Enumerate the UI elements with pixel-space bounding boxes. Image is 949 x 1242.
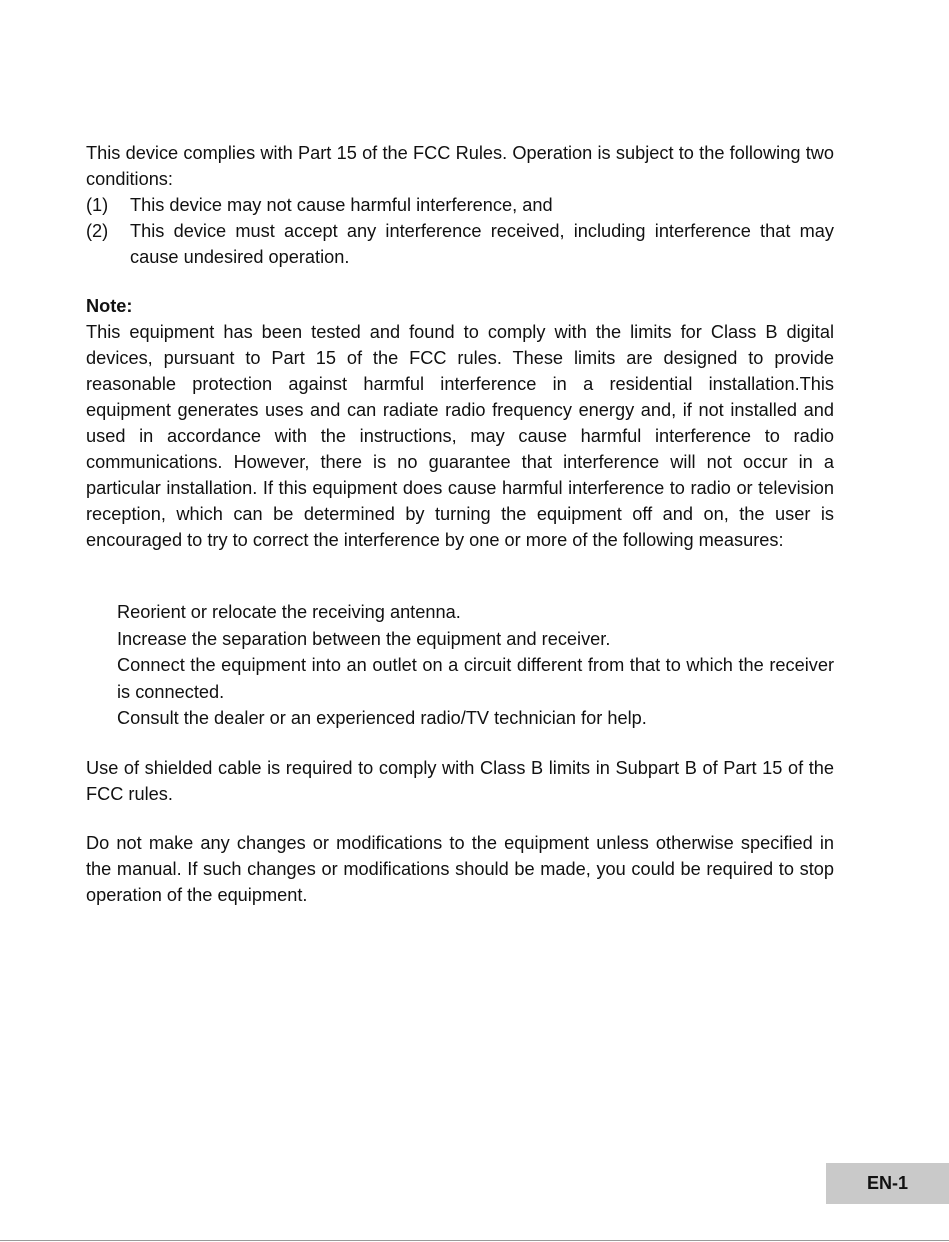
measure-item: Increase the separation between the equipment and receiver. [117, 628, 611, 649]
condition-number: (1) [86, 195, 109, 215]
page-number-label: EN-1 [866, 1173, 908, 1193]
condition-item [86, 192, 834, 218]
shielded-cable-paragraph: Use of shielded cable is required to comply with Class B limits in Subpart B of Part 15 of the FCC rules. [86, 757, 834, 804]
condition-item [86, 218, 834, 270]
measure-item: Consult the dealer or an experienced radio/TV technician for help. [117, 708, 647, 728]
condition-number: (2) [86, 221, 109, 241]
measures-list [86, 599, 834, 732]
measure-item: Connect the equipment into an outlet on a circuit different from that to which the receiver is connected. [117, 655, 834, 702]
note-heading: Note: [86, 296, 133, 316]
condition-text: This device must accept any interference received, including interference that may cause undesired operation. [130, 221, 834, 267]
fcc-intro-paragraph: This device complies with Part 15 of the FCC Rules. Operation is subject to the following two conditions: [86, 143, 834, 189]
note-paragraph: This equipment has been tested and found to comply with the limits for Class B digital devices, pursuant to Part 15 of the FCC rules. These limits are designed to provide reasonable protection against harmful interference in a residential installation.This equipment generates uses and can radiate radio frequency energy and, if not installed and used in accordance with the instructions, may cause harmful interference to radio communications. However, there is no guarantee that interference will not occur in a particular installation. If this equipment does cause harmful interference to radio or television reception, which can be determined by turning the equipment off and on, the user is encouraged to try to correct the interference by one or more of the following measures: [86, 322, 834, 550]
condition-text: This device may not cause harmful interference, and [130, 195, 553, 215]
modifications-paragraph: Do not make any changes or modifications to the equipment unless otherwise specified in the manual. If such changes or modifications should be made, you could be required to stop operation of the equipment. [86, 832, 834, 905]
measure-item: Reorient or relocate the receiving antenna. [117, 602, 461, 622]
page-content [86, 140, 834, 908]
page-number-tab [826, 1163, 949, 1204]
bottom-divider [0, 1240, 949, 1241]
conditions-list [86, 192, 834, 270]
